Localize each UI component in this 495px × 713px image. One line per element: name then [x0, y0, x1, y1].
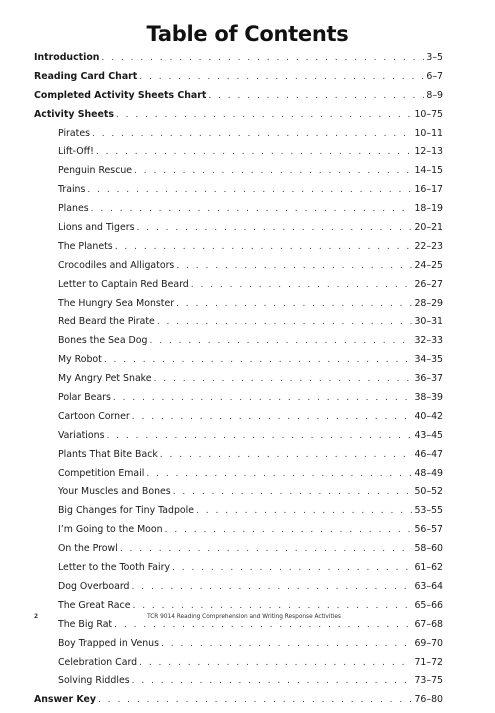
toc-entry	[34, 411, 443, 430]
dot-leader	[87, 185, 412, 195]
toc-entry-title: Letter to the Tooth Fairy	[58, 562, 171, 574]
dot-leader	[149, 336, 412, 346]
toc-entry	[34, 486, 443, 505]
toc-entry-pages: 65–66	[414, 599, 443, 611]
toc-entry-pages: 18–19	[414, 203, 443, 215]
toc-entry-pages: 34–35	[414, 354, 443, 366]
toc-entry-title: Penguin Rescue	[58, 165, 133, 177]
dot-leader	[106, 431, 412, 441]
toc-entry-pages: 71–72	[414, 656, 443, 668]
toc-entry-pages: 56–57	[414, 524, 443, 536]
toc-entry-title: Red Beard the Pirate	[58, 316, 155, 328]
toc-entry-title: The Big Rat	[58, 618, 113, 630]
toc-entry-pages: 43–45	[414, 429, 443, 441]
toc-entry-pages: 16–17	[414, 184, 443, 196]
toc-entry-title: Introduction	[34, 52, 100, 63]
dot-leader	[139, 658, 412, 668]
toc-entry-title: Big Changes for Tiny Tadpole	[58, 505, 195, 517]
toc-entry-pages: 24–25	[414, 259, 443, 271]
dot-leader	[176, 299, 412, 309]
toc-entry-pages: 40–42	[414, 410, 443, 422]
toc-entry-title: Lift-Off!	[58, 146, 94, 158]
dot-leader	[120, 544, 413, 554]
toc-entry-pages: 73–75	[414, 675, 443, 687]
page-number: 2	[34, 614, 39, 620]
toc-entry	[34, 694, 443, 713]
toc-entry-title: Plants That Bite Back	[58, 448, 158, 460]
toc-entry	[34, 71, 443, 90]
toc-entry	[34, 392, 443, 411]
dot-leader	[104, 355, 413, 365]
toc-entry	[34, 430, 443, 449]
toc-entry-title: Completed Activity Sheets Chart	[34, 89, 207, 101]
dot-leader	[114, 620, 412, 630]
toc-entry	[34, 279, 443, 298]
toc-entry	[34, 468, 443, 487]
toc-entry-title: Planes	[58, 203, 89, 215]
dot-leader	[98, 695, 412, 705]
toc-entry	[34, 581, 443, 600]
toc-entry-pages: 6–7	[426, 70, 443, 82]
toc-entry	[34, 316, 443, 335]
dot-leader	[132, 601, 412, 611]
dot-leader	[137, 223, 413, 233]
toc-entry-pages: 46–47	[414, 448, 443, 460]
toc-entry-title: On the Prowl	[58, 543, 118, 555]
footer-credit: TCR 9014 Reading Comprehension and Writing Response Activities	[147, 614, 341, 620]
toc-entry-pages: 58–60	[414, 543, 443, 555]
toc-entry	[34, 524, 443, 543]
toc-entry	[34, 184, 443, 203]
toc-entry	[34, 222, 443, 241]
page-title: Table of Contents	[146, 22, 349, 46]
toc-entry-pages: 76–80	[414, 694, 443, 706]
dot-leader	[196, 506, 412, 516]
toc-entry	[34, 146, 443, 165]
toc-entry-title: Pirates	[58, 127, 90, 139]
toc-entry	[34, 562, 443, 581]
toc-entry	[34, 657, 443, 676]
toc-entry-pages: 10–11	[414, 127, 443, 139]
toc-entry	[34, 260, 443, 279]
dot-leader	[172, 563, 412, 573]
toc-entry-pages: 32–33	[414, 335, 443, 347]
toc-entry-pages: 50–52	[414, 486, 443, 498]
toc-entry-pages: 69–70	[414, 637, 443, 649]
toc-entry-title: Trains	[58, 184, 86, 196]
dot-leader	[96, 147, 413, 157]
dot-leader	[132, 582, 413, 592]
dot-leader	[208, 91, 424, 101]
toc-entry-title: My Angry Pet Snake	[58, 373, 152, 385]
dot-leader	[132, 676, 413, 686]
toc-entry-title: Variations	[58, 429, 105, 441]
dot-leader	[165, 525, 413, 535]
toc-entry-title: Polar Bears	[58, 392, 111, 404]
toc-entry-title: Crocodiles and Alligators	[58, 259, 175, 271]
toc-entry	[34, 543, 443, 562]
toc-entry-title: Reading Card Chart	[34, 70, 138, 82]
toc-entry	[34, 241, 443, 260]
dot-leader	[176, 261, 412, 271]
dot-leader	[160, 450, 413, 460]
toc-entry	[34, 128, 443, 147]
toc-entry	[34, 373, 443, 392]
toc-entry	[34, 298, 443, 317]
toc-entry	[34, 638, 443, 657]
toc-entry	[34, 109, 443, 128]
dot-leader	[139, 72, 424, 82]
toc-entry-title: Cartoon Corner	[58, 410, 130, 422]
dot-leader	[173, 487, 413, 497]
toc-entry	[34, 449, 443, 468]
toc-entry-pages: 36–37	[414, 373, 443, 385]
toc-entry	[34, 52, 443, 71]
toc-entry-pages: 12–13	[414, 146, 443, 158]
toc-entry-title: The Planets	[58, 240, 113, 252]
dot-leader	[157, 317, 413, 327]
toc-entry-pages: 30–31	[414, 316, 443, 328]
dot-leader	[154, 374, 413, 384]
toc-entry-pages: 53–55	[414, 505, 443, 517]
toc-entry-pages: 26–27	[414, 278, 443, 290]
dot-leader	[134, 166, 412, 176]
toc-entry-title: I’m Going to the Moon	[58, 524, 163, 536]
dot-leader	[116, 110, 413, 120]
toc-entry	[34, 354, 443, 373]
dot-leader	[146, 469, 412, 479]
toc-entry-title: Answer Key	[34, 694, 96, 706]
toc-entry-pages: 38–39	[414, 392, 443, 404]
toc-entry	[34, 90, 443, 109]
toc-entry-pages: 63–64	[414, 580, 443, 592]
toc-entry-pages: 28–29	[414, 297, 443, 309]
toc-entry-pages: 22–23	[414, 240, 443, 252]
toc-entry-title: My Robot	[58, 354, 102, 366]
dot-leader	[161, 639, 412, 649]
toc-entry-title: Your Muscles and Bones	[58, 486, 171, 498]
toc-entry-title: Boy Trapped in Venus	[58, 637, 159, 649]
toc-entry-pages: 14–15	[414, 165, 443, 177]
toc-entry-title: Celebration Card	[58, 656, 138, 668]
toc-entry-title: Solving Riddles	[58, 675, 130, 687]
toc-entry-pages: 67–68	[414, 618, 443, 630]
dot-leader	[91, 204, 413, 214]
toc-entry	[34, 675, 443, 694]
toc-entry-title: The Great Race	[58, 599, 131, 611]
toc-entry-title: Bones the Sea Dog	[58, 335, 148, 347]
dot-leader	[92, 129, 412, 139]
toc-entry-pages: 61–62	[414, 562, 443, 574]
toc-entry-pages: 8–9	[426, 89, 443, 101]
dot-leader	[115, 242, 413, 252]
toc-entry-pages: 20–21	[414, 222, 443, 234]
toc-entry-title: Competition Email	[58, 467, 145, 479]
dot-leader	[132, 412, 413, 422]
toc-entry	[34, 505, 443, 524]
toc-entry-pages: 3–5	[426, 52, 443, 63]
toc-entry	[34, 165, 443, 184]
toc-entry-pages: 48–49	[414, 467, 443, 479]
toc-entry	[34, 619, 443, 638]
toc-entry-title: Letter to Captain Red Beard	[58, 278, 189, 290]
toc-entry-title: Dog Overboard	[58, 580, 130, 592]
dot-leader	[101, 53, 424, 63]
dot-leader	[191, 280, 413, 290]
toc-entry-title: Activity Sheets	[34, 108, 114, 120]
toc-entry	[34, 203, 443, 222]
toc-entry	[34, 335, 443, 354]
dot-leader	[113, 393, 413, 403]
toc-entry-title: Lions and Tigers	[58, 222, 135, 234]
toc-entry-title: The Hungry Sea Monster	[58, 297, 175, 309]
toc-entry-pages: 10–75	[414, 108, 443, 120]
